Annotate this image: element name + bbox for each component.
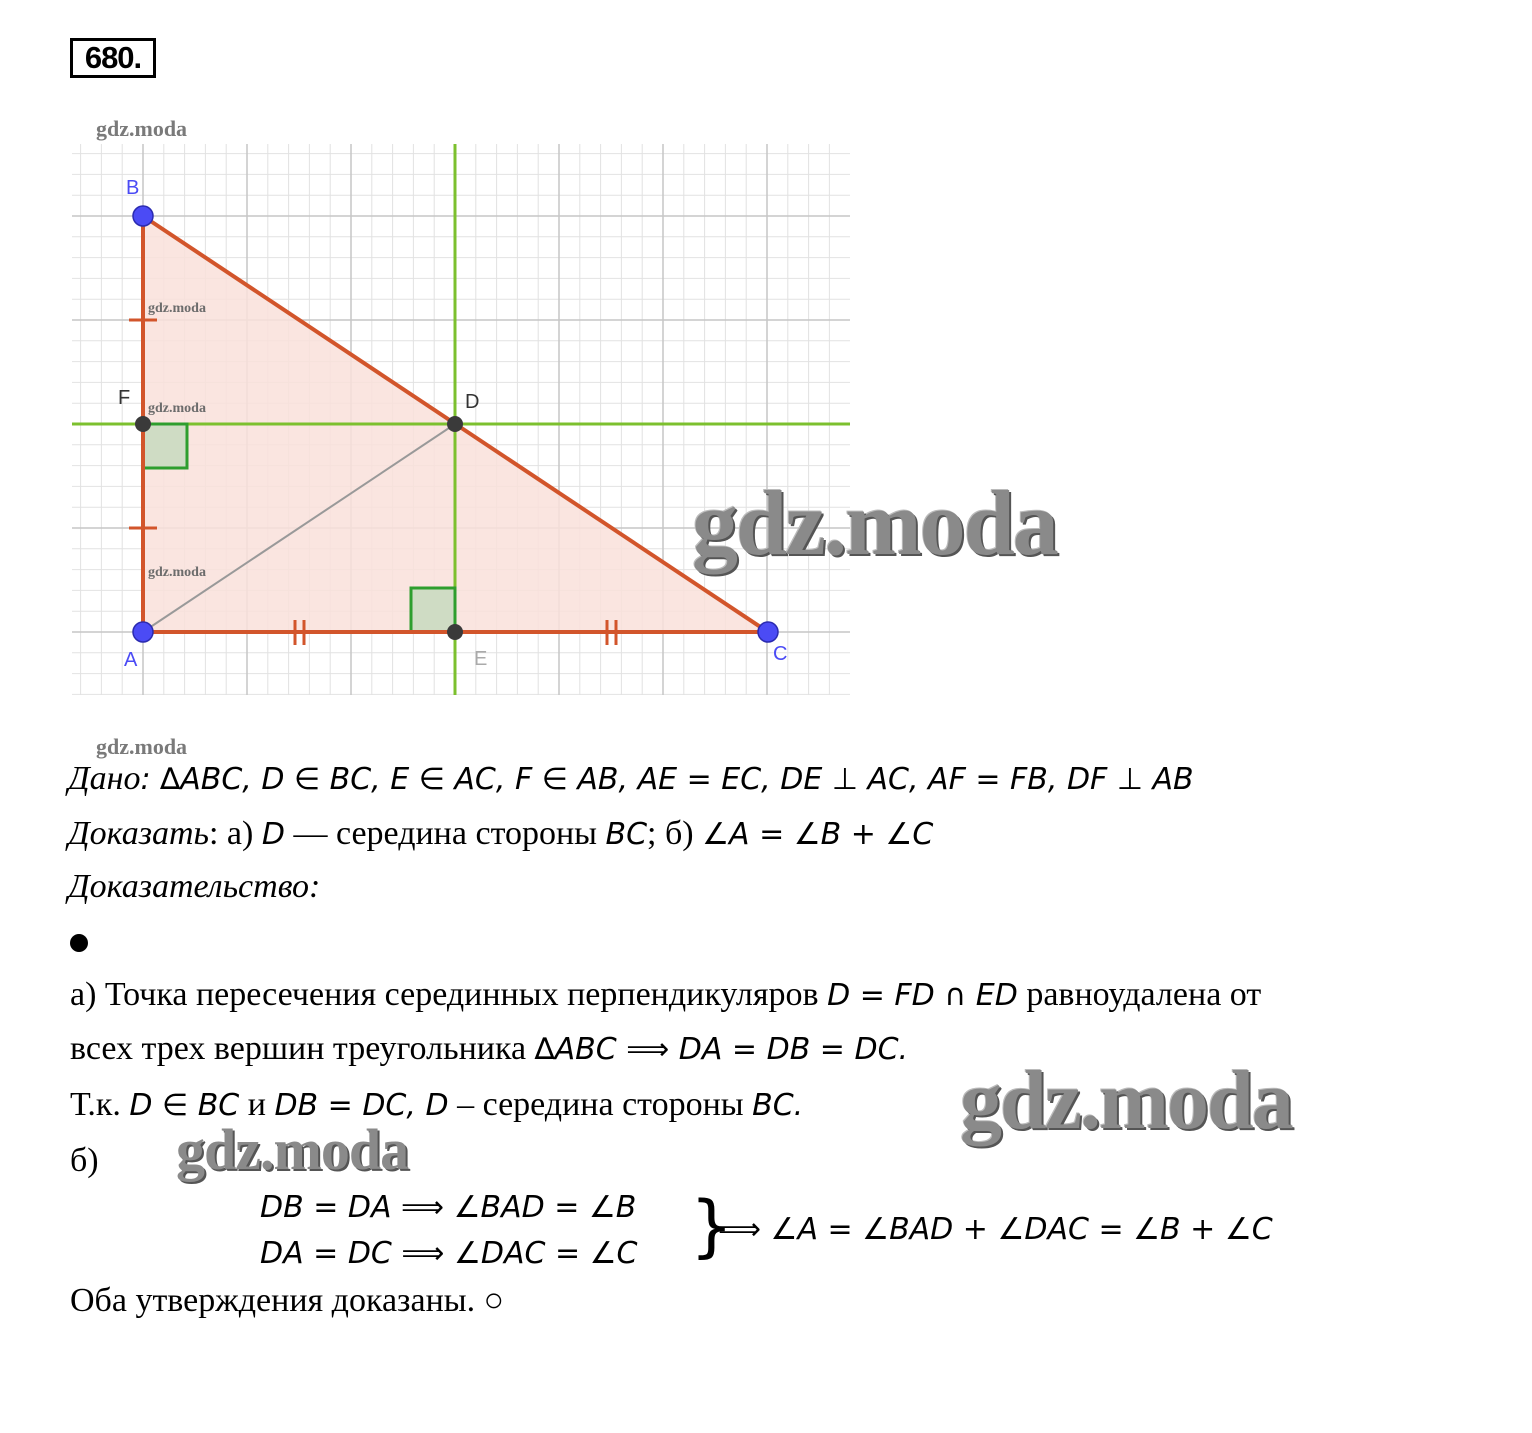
proof-math: ∆ABC ⟹ DA = DB = DC. — [534, 1032, 909, 1067]
watermark: gdz.moda — [960, 1054, 1292, 1147]
right-angle-e — [411, 588, 455, 632]
proof-b-eq2: DA = DC ⟹ ∠DAC = ∠C — [260, 1236, 638, 1271]
proof-text: равноудалена от — [1017, 976, 1262, 1013]
label-d: D — [465, 391, 480, 413]
point-b — [133, 206, 153, 226]
watermark: gdz.moda — [148, 301, 206, 316]
prove-part-a-bc: BC — [605, 817, 648, 852]
label-e: E — [474, 648, 488, 670]
label-c: C — [773, 643, 788, 665]
proof-text: Т.к. — [70, 1086, 130, 1123]
point-e — [447, 624, 463, 640]
proof-text: и — [239, 1086, 275, 1123]
proof-label: Доказательство: — [68, 868, 321, 905]
proof-b-label: б) — [70, 1142, 99, 1179]
geometry-figure — [70, 140, 860, 700]
proof-math: DB = DC, D — [274, 1088, 449, 1123]
proof-a-line1 — [70, 976, 1261, 1014]
curly-brace: } — [690, 1187, 734, 1266]
proof-b-result: ⟹ ∠A = ∠BAD + ∠DAC = ∠B + ∠C — [718, 1212, 1273, 1247]
label-f: F — [118, 387, 131, 409]
watermark: gdz.moda — [148, 565, 206, 580]
conclusion: Оба утверждения доказаны. ○ — [70, 1282, 505, 1319]
proof-text: всех трех вершин треугольника — [70, 1030, 535, 1067]
proof-a-line2 — [70, 1030, 908, 1068]
given-label: Дано — [68, 760, 141, 797]
prove-part-a-text: — середина стороны — [284, 815, 606, 852]
task-number: 680. — [70, 38, 156, 78]
given-line — [68, 760, 1194, 798]
prove-part-b-prefix: ; б) — [647, 815, 703, 852]
point-a — [133, 622, 153, 642]
proof-math: D ∈ BC — [129, 1088, 240, 1123]
prove-part-a-math: D — [261, 817, 285, 852]
proof-math: D = FD ∩ ED — [827, 978, 1018, 1013]
prove-line — [68, 815, 933, 853]
point-c — [758, 622, 778, 642]
watermark: gdz.moda — [176, 1117, 409, 1182]
watermark: gdz.moda — [96, 734, 188, 759]
point-d — [447, 416, 463, 432]
proof-text: а) Точка пересечения серединных перпендикуляров — [70, 976, 828, 1013]
prove-label: Доказать — [68, 815, 209, 852]
watermark: gdz.moda — [148, 401, 206, 416]
proof-text: – середина стороны — [448, 1086, 753, 1123]
given-text: : ∆ABC, D ∈ BC, E ∈ AC, F ∈ AB, AE = EC, DE ⊥ AC, AF = FB, DF ⊥ AB — [140, 762, 1194, 797]
proof-b-eq1: DB = DA ⟹ ∠BAD = ∠B — [260, 1190, 637, 1225]
watermark: gdz.moda — [692, 472, 1057, 574]
watermark: gdz.moda — [96, 116, 188, 141]
right-angle-f — [143, 424, 187, 468]
label-a: A — [124, 649, 138, 671]
prove-part-b-math: ∠A = ∠B + ∠C — [702, 817, 934, 852]
bullet — [70, 934, 88, 952]
proof-math: BC. — [752, 1088, 804, 1123]
label-b: B — [126, 177, 140, 199]
prove-part-a-prefix: : а) — [208, 815, 262, 852]
point-f — [135, 416, 151, 432]
